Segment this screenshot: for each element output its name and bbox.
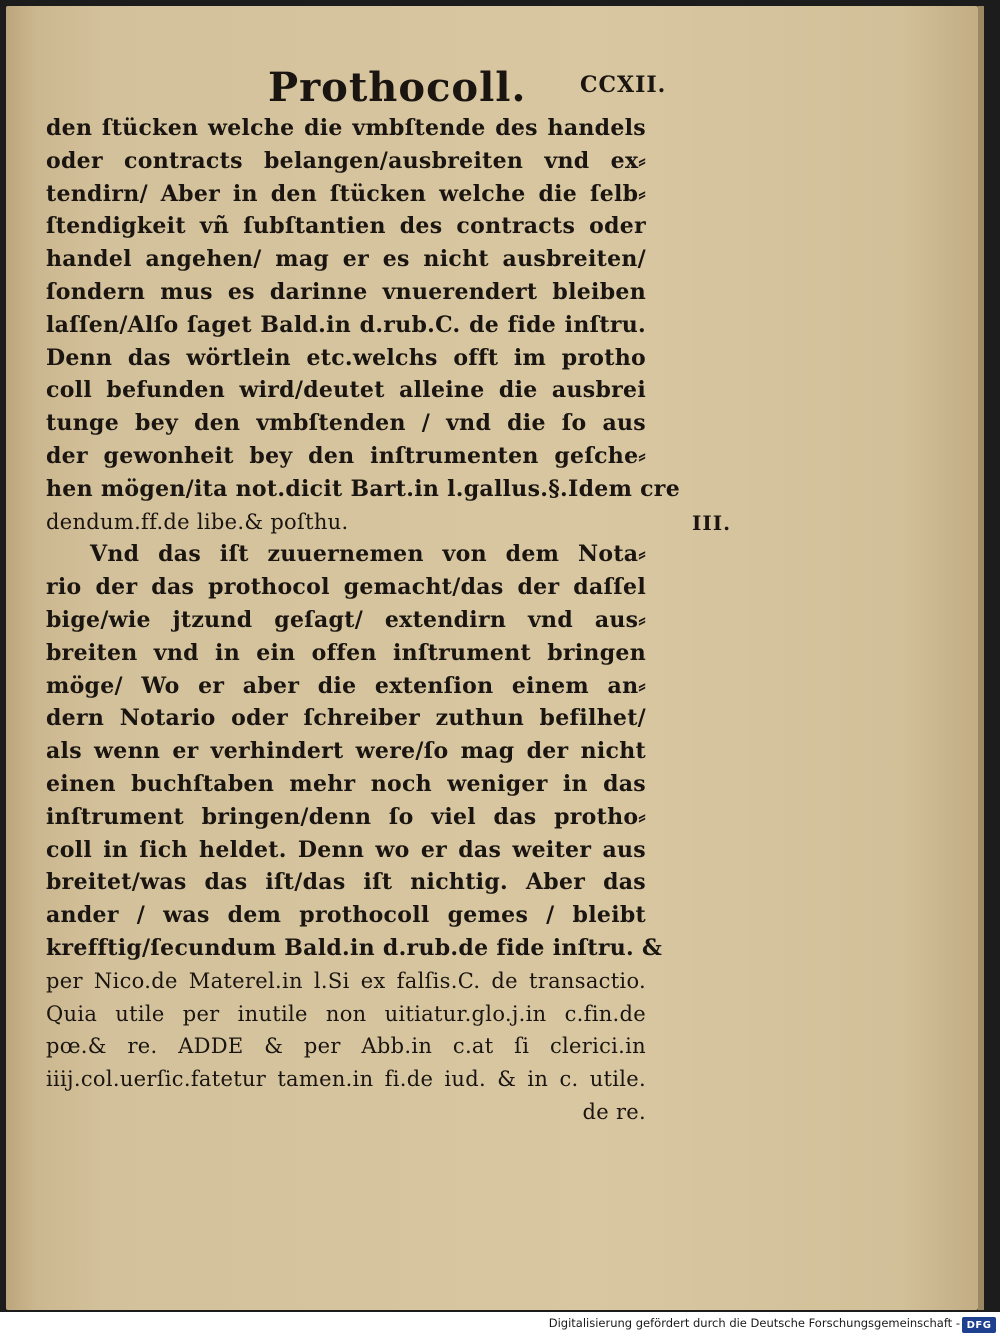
text-line: tendirn/ Aber in den ſtücken welche die ſelb⸗ [46, 180, 646, 207]
text-line: inſtrument bringen/denn ſo viel das protho⸗ [46, 803, 646, 830]
page-edge [978, 6, 984, 1310]
text-line: pœ.& re. ADDE & per Abb.in c.at ſi clerici.in [46, 1034, 646, 1059]
text-line: Denn das wörtlein etc.welchs offt im protho [46, 344, 646, 371]
text-line: breiten vnd in ein offen inſtrument bringen [46, 639, 646, 666]
text-line: bige/wie jtzund geſagt/ extendirn vnd aus⸗ [46, 606, 646, 633]
text-line: oder contracts belangen/ausbreiten vnd ex⸗ [46, 147, 646, 174]
text-line: per Nico.de Materel.in l.Si ex falſis.C. de transactio. [46, 968, 646, 993]
text-line: Quia utile per inutile non uitiatur.glo.j.in c.fin.de [46, 1001, 646, 1026]
text-line: ander / was dem prothocoll gemes / bleibt [46, 902, 646, 929]
text-line: coll befunden wird/deutet alleine die ausbrei [46, 377, 646, 404]
text-line: den ſtücken welche die vmbſtende des handels [46, 115, 646, 141]
text-line: krefftig/ſecundum Bald.in d.rub.de fide inſtru. & [46, 934, 663, 961]
text-line: dern Notario oder ſchreiber zuthun befilhet/ [46, 705, 646, 732]
text-line: iiij.col.uerſic.fatetur tamen.in fi.de iud. & in c. utile. [46, 1067, 646, 1092]
text-line: breitet/was das iſt/das iſt nichtig. Aber das [46, 869, 646, 896]
text-line: der gewonheit bey den inſtrumenten geſche⸗ [46, 442, 646, 469]
text-line: handel angehen/ mag er es nicht ausbreiten/ [46, 246, 646, 273]
text-block [46, 112, 680, 1129]
catchword: de re. [582, 1099, 646, 1124]
text-line: laſſen/Alſo ſaget Bald.in d.rub.C. de fide inſtru. [46, 311, 646, 338]
text-line: dendum.ff.de libe.& poſthu. [46, 509, 349, 534]
text-line: hen mögen/ita not.dicit Bart.in l.gallus.§.Idem cre [46, 475, 680, 502]
text-line: ſondern mus es darinne vnuerendert bleiben [46, 278, 646, 305]
text-line: Vnd das iſt zuuernemen von dem Nota⸗ [90, 541, 646, 568]
footer-credit: Digitalisierung gefördert durch die Deutsche Forschungsgemeinschaft - [548, 1316, 960, 1330]
text-line: einen buchſtaben mehr noch weniger in das [46, 770, 646, 797]
margin-note: III. [692, 511, 732, 535]
text-line: rio der das prothocol gemacht/das der daſſel [46, 574, 646, 601]
folio-number: CCXII. [580, 72, 667, 98]
text-line: coll in ſich heldet. Denn wo er das weiter aus [46, 836, 646, 863]
dfg-logo: DFG [962, 1317, 996, 1333]
text-line: als wenn er verhindert were/ſo mag der nicht [46, 738, 646, 765]
text-line: tunge bey den vmbſtenden / vnd die ſo aus [46, 410, 646, 437]
text-line: möge/ Wo er aber die extenſion einem an⸗ [46, 672, 646, 699]
text-line: ſtendigkeit vñ ſubſtantien des contracts oder [46, 213, 646, 240]
running-head: Prothocoll. [268, 64, 527, 111]
